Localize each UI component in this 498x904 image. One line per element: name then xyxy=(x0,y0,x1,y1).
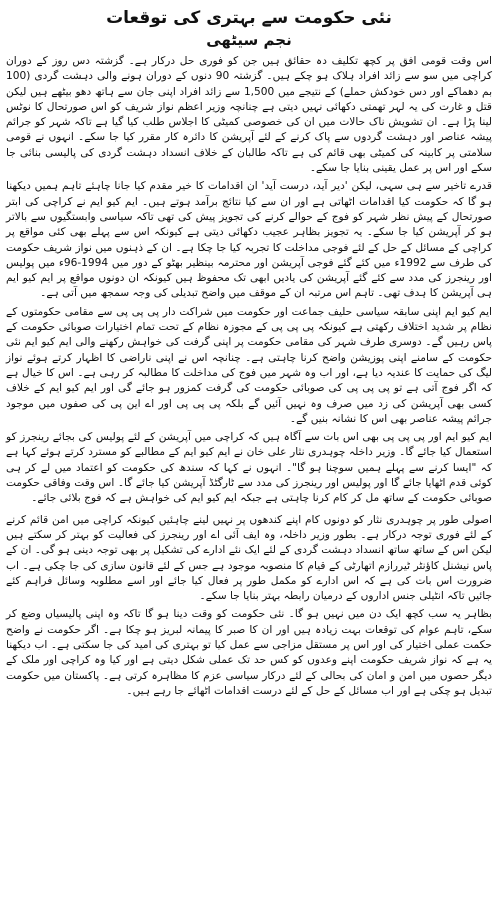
article-paragraph: ایم کیو ایم اور پی پی پی بھی اس بات سے آگاہ ہیں کہ کراچی میں آپریشن کے لئے پولیس کی بجائے رینجرز کو استعمال کیا جائے گا۔ وزیر داخلہ چوہدری نثار علی خان نے ایم کیو ایم کے مطالبے کو مسترد کرتے ہوئے کہا ہے کہ "ایسا کرنے سے پہلے ہمیں سوچنا ہو گا"۔ انہوں نے کہا کہ سندھ کی حکومت کو اعتماد میں لے کر ہی کوئی قدم اٹھایا جائے گا اور پولیس اور رینجرز کی مدد سے ٹارگٹڈ آپریشن کیا جائے گا۔ اس وقت وفاقی حکومت صوبائی حکومت کے ساتھ مل کر کام کرنا چاہتی ہے جبکہ ایم کیو ایم کی خواہش ہے کہ فوج بلائی جائے۔ xyxy=(6,431,492,505)
article-paragraph: ایم کیو ایم اپنی سابقہ سیاسی حلیف جماعت اور حکومت میں شراکت دار پی پی پی سے مقامی حکومتوں کے نظام پر شدید اختلاف رکھتی ہے کیونکہ پی پی پی کے مجوزہ نظام کے تحت تمام اختیارات صوبائی حکومت کے پاس رہیں گے۔ دوسری طرف شہر کی مقامی حکومت پر اپنی گرفت کی خواہش رکھنے والی ایم کیو ایم نئی حکومت کے سامنے اپنی پوزیشن واضح کرنا چاہتی ہے۔ چنانچہ اس نے اپنی ناراضی کا اظہار کرتے ہوئے نواز لیگ کی حمایت کا عندیہ دیا ہے، اور اب وہ شہر میں فوج کی مداخلت کا مطالبہ کر رہی ہے۔ اس کا خیال ہے کہ اگر فوج آتی ہے تو پی پی پی کی صوبائی حکومت کی گرفت کمزور ہو جائے گی اور ایم کیو ایم کے خلاف کسی بھی آپریشن کی زد میں صرف وہ نہیں آئیں گے بلکہ پی پی پی اور اے این پی کی صفوں میں موجود جرائم پیشہ عناصر بھی اس کا نشانہ بنیں گے۔ xyxy=(6,305,492,425)
article-title: نئی حکومت سے بہتری کی توقعات xyxy=(106,8,392,28)
article-paragraph: اس وقت قومی افق پر کچھ تکلیف دہ حقائق ہیں جن کو فوری حل درکار ہے۔ گزشتہ دس روز کے دوران کراچی میں سو سے زائد افراد ہلاک ہو چکے ہیں۔ گزشتہ 90 دنوں کے دوران ہونے والی دہشت گردی (100 بم دھماکے اور دس خودکش حملے) کے نتیجے میں 1,500 سے زائد افراد اپنی جان سے ہاتھ دھو بیٹھے ہیں لیکن قتل و غارت کی یہ لہر تھمتی دکھائی نہیں دیتی ہے چنانچہ وزیر اعظم نواز شریف کو اس صورتحال کا نوٹس لینا پڑا ہے۔ ان تشویش ناک حالات میں ان کی خصوصی کمیٹی کا اجلاس طلب کیا گیا ہے تاکہ شہر کو جرائم پیشہ عناصر اور دہشت گردوں سے پاک کرنے کے لئے آپریشن کا دائرہ کار مقرر کیا جا سکے۔ انہوں نے قومی سلامتی پر کابینہ کی کمیٹی بھی قائم کی ہے تاکہ طالبان کے خلاف انسداد دہشت گردی کی پالیسی بنائی جا سکے اور اس پر عمل یقینی بنایا جا سکے۔ xyxy=(6,55,493,175)
article-paragraph: قدرے تاخیر سے ہی سہی، لیکن 'دیر آید، درست آید' ان اقدامات کا خیر مقدم کیا جانا چاہئے تاہم ہمیں دیکھنا ہو گا کہ حکومت کیا اقدامات اٹھاتی ہے اور ان سے کیا نتائج برآمد ہوتے ہیں۔ ایم کیو ایم نے کراچی کی ابتر صورتحال کے پیش نظر شہر کو فوج کے حوالے کرنے کی تجویز پیش کی تھی تاکہ سیاسی وابستگیوں سے بالاتر ہو کر آپریشن کیا جا سکے۔ یہ تجویز بظاہر عجیب دکھائی دیتی ہے کیونکہ اس سے پہلے بھی کئی مواقع پر کراچی کے مسائل کے حل کے لئے فوجی مداخلت کا تجربہ کیا جا چکا ہے۔ ان کے ذہنوں میں نواز شریف حکومت کی طرف سے 1992ء میں کئے گئے فوجی آپریشن اور محترمہ بینظیر بھٹو کے دور میں 1994-96ء میں پولیس اور رینجرز کی مدد سے کئے گئے آپریشن کی یادیں ابھی تک محفوظ ہیں کیونکہ ان دونوں مواقع پر ایم کیو ایم ہی آپریشن کا ہدف تھی۔ تاہم اس مرتبہ ان کے موقف میں واضح تبدیلی کی وجہ سمجھ میں آتی ہے۔ xyxy=(6,180,492,300)
article-paragraph: بظاہر یہ سب کچھ ایک دن میں نہیں ہو گا۔ نئی حکومت کو وقت دینا ہو گا تاکہ وہ اپنی پالیسیاں وضع کر سکے، تاہم عوام کی توقعات بہت زیادہ ہیں اور ان کا صبر کا پیمانہ لبریز ہو چکا ہے۔ اگر حکومت نے واضح حکمت عملی اختیار کی اور اس پر مستقل مزاجی سے عمل کیا تو بہتری کی امید کی جا سکتی ہے۔ اب دیکھنا یہ ہے کہ نواز شریف حکومت اپنے وعدوں کو کس حد تک عملی شکل دیتی ہے اور کیا وہ کراچی اور ملک کے دیگر حصوں میں امن و امان کی بحالی کے لئے درکار سیاسی عزم کا مظاہرہ کرتی ہے۔ پاکستان میں حکومت تبدیل ہو چکی ہے اور اب مسائل کے حل کے لئے درست اقدامات اٹھائے جا رہے ہیں۔ xyxy=(6,608,492,697)
article-author: نجم سیٹھی xyxy=(206,31,292,49)
article-paragraph: اصولی طور پر چوہدری نثار کو دونوں کام اپنے کندھوں پر نہیں لینے چاہئیں کیونکہ کراچی میں امن قائم کرنے کے لئے فوری توجہ درکار ہے۔ بطور وزیر داخلہ، وہ ایف آئی اے اور رینجرز کی فعالیت کو بہتر کر سکتے ہیں لیکن اس کے ساتھ ساتھ انسداد دہشت گردی کے لئے ایک نئے ادارے کی تشکیل پر بھی توجہ دینی ہو گی۔ ان کے پاس نیشنل کاؤنٹر ٹیررازم اتھارٹی کے قیام کا منصوبہ موجود ہے جس کے لئے قانون سازی کی جا چکی ہے۔ اب ضرورت اس بات کی ہے کہ اس ادارے کو مکمل طور پر فعال کیا جائے اور اسے مطلوبہ وسائل فراہم کئے جائیں تاکہ انٹیلی جنس اداروں کے درمیان رابطہ بہتر بنایا جا سکے۔ xyxy=(6,513,492,603)
article-body xyxy=(6,54,492,699)
